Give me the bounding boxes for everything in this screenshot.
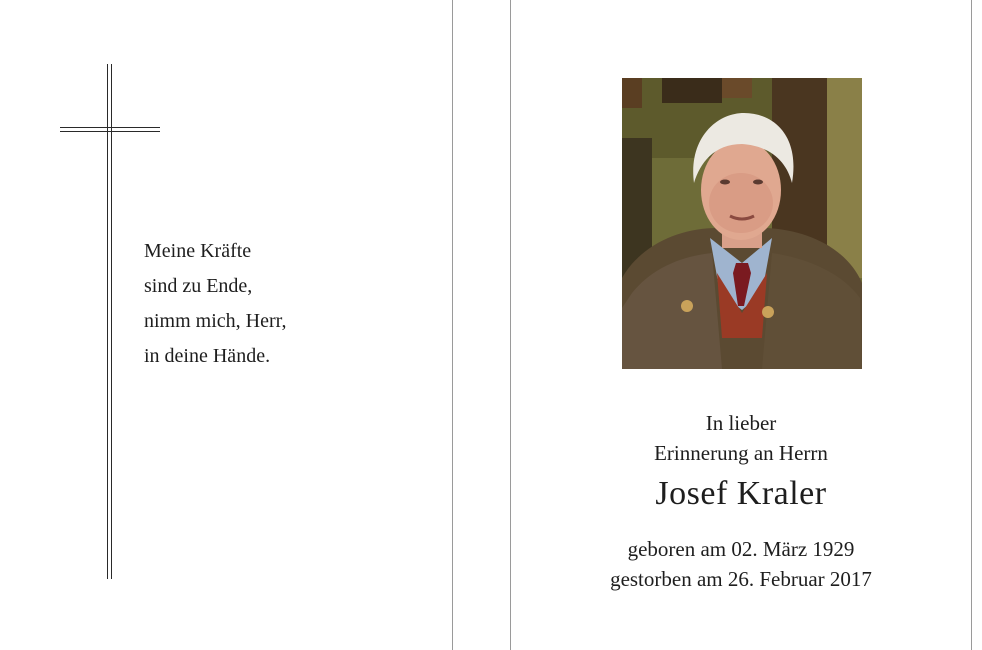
prayer-verse-line: sind zu Ende, bbox=[144, 275, 253, 297]
portrait-photo bbox=[622, 78, 862, 369]
cross-horizontal-line bbox=[60, 131, 160, 132]
right-card-left-edge bbox=[510, 0, 511, 650]
prayer-verse-line: nimm mich, Herr, bbox=[144, 310, 287, 332]
prayer-verse bbox=[144, 234, 287, 374]
cross-vertical-line bbox=[111, 64, 112, 579]
cross-horizontal-line bbox=[60, 127, 160, 128]
life-dates bbox=[560, 534, 922, 594]
prayer-verse-line: in deine Hände. bbox=[144, 345, 271, 367]
in-memory-line-2: Erinnerung an Herrn bbox=[654, 441, 828, 465]
right-card-right-edge bbox=[971, 0, 972, 650]
in-memory-heading bbox=[560, 408, 922, 468]
left-card-right-edge bbox=[452, 0, 453, 650]
deceased-name-text: Josef Kraler bbox=[655, 475, 827, 512]
birth-date: geboren am 02. März 1929 bbox=[627, 537, 855, 561]
cross-vertical-line bbox=[107, 64, 108, 579]
prayer-verse-line: Meine Kräfte bbox=[144, 240, 252, 262]
in-memory-line-1: In lieber bbox=[705, 411, 777, 435]
death-date: gestorben am 26. Februar 2017 bbox=[610, 567, 872, 591]
deceased-name bbox=[560, 474, 922, 514]
